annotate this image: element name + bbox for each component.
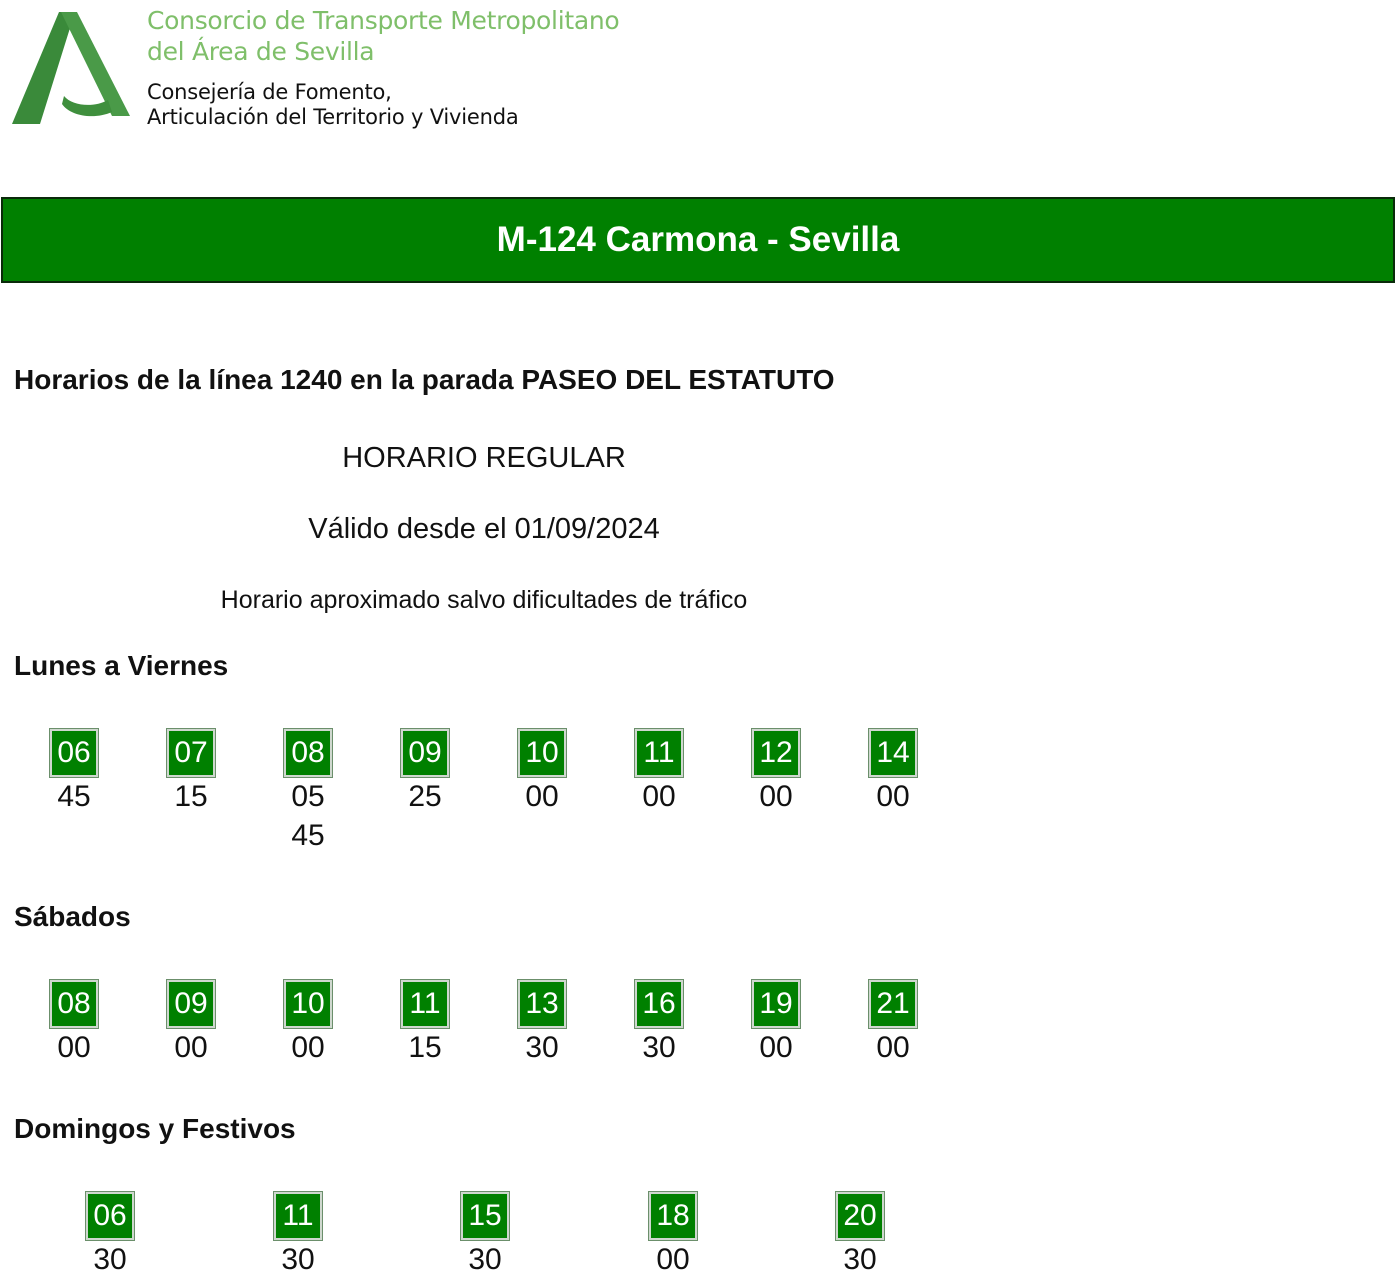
hour-badge: 13	[518, 980, 566, 1028]
hour-badge: 08	[284, 729, 332, 777]
departure-minute: 30	[93, 1243, 127, 1276]
departure-minute: 00	[174, 1031, 208, 1064]
traffic-note: Horario aproximado salvo dificultades de tráfico	[220, 586, 748, 614]
departure-minute: 00	[876, 1031, 910, 1064]
day-section-title: Sábados	[14, 901, 131, 932]
line-banner	[1, 197, 1395, 283]
hour-column	[518, 729, 566, 816]
hour-column	[752, 980, 800, 1067]
schedule-type: HORARIO REGULAR	[342, 442, 626, 474]
departure-minute: 30	[281, 1243, 315, 1276]
hour-badge: 21	[869, 980, 917, 1028]
departure-minute: 00	[759, 1031, 793, 1064]
hour-column	[869, 729, 917, 816]
hour-badge: 11	[401, 980, 449, 1028]
hour-badge: 07	[167, 729, 215, 777]
hour-badge: 09	[167, 980, 215, 1028]
hour-badge: 20	[836, 1192, 884, 1240]
hour-column	[167, 980, 215, 1067]
hour-column	[50, 980, 98, 1067]
hour-column	[284, 980, 332, 1067]
hour-badge: 08	[50, 980, 98, 1028]
valid-from-date: Válido desde el 01/09/2024	[308, 513, 660, 545]
hour-column	[635, 980, 683, 1067]
org-name-line2: del Área de Sevilla	[147, 37, 375, 66]
hour-badge: 10	[518, 729, 566, 777]
hour-column	[649, 1192, 697, 1279]
departure-minute: 00	[525, 780, 559, 813]
hour-badge: 19	[752, 980, 800, 1028]
departure-minute: 00	[291, 1031, 325, 1064]
hour-column	[86, 1192, 134, 1279]
departure-minute: 25	[408, 780, 442, 813]
departure-minute: 00	[57, 1031, 91, 1064]
hour-column	[461, 1192, 509, 1279]
line-title: M-124 Carmona - Sevilla	[496, 220, 900, 259]
departure-minute: 30	[642, 1031, 676, 1064]
day-section-title: Lunes a Viernes	[14, 650, 229, 681]
departure-minute: 00	[642, 780, 676, 813]
hour-badge: 09	[401, 729, 449, 777]
junta-andalucia-logo-icon	[12, 12, 130, 124]
hour-badge: 15	[461, 1192, 509, 1240]
org-name-line1: Consorcio de Transporte Metropolitano	[147, 6, 620, 35]
departure-minute: 00	[876, 780, 910, 813]
departure-minute: 30	[468, 1243, 502, 1276]
hour-column	[518, 980, 566, 1067]
hour-badge: 14	[869, 729, 917, 777]
stop-heading: Horarios de la línea 1240 en la parada PASEO DEL ESTATUTO	[14, 364, 835, 395]
hour-badge: 10	[284, 980, 332, 1028]
hour-column	[752, 729, 800, 816]
hour-badge: 06	[86, 1192, 134, 1240]
hour-column	[274, 1192, 322, 1279]
hour-column	[836, 1192, 884, 1279]
departure-minute: 05	[291, 780, 325, 813]
department-line2: Articulación del Territorio y Vivienda	[147, 105, 519, 129]
hour-column	[401, 729, 449, 816]
departure-minute: 00	[656, 1243, 690, 1276]
hour-column	[401, 980, 449, 1067]
hour-badge: 06	[50, 729, 98, 777]
departure-minute: 15	[174, 780, 208, 813]
departure-minute: 00	[759, 780, 793, 813]
departure-minute: 15	[408, 1031, 442, 1064]
hour-column	[167, 729, 215, 816]
department-line1: Consejería de Fomento,	[147, 80, 392, 104]
hour-column	[50, 729, 98, 816]
hour-column	[284, 729, 332, 855]
hour-badge: 18	[649, 1192, 697, 1240]
hour-badge: 16	[635, 980, 683, 1028]
departure-minute: 30	[525, 1031, 559, 1064]
hour-badge: 11	[635, 729, 683, 777]
hour-column	[869, 980, 917, 1067]
departure-minute: 30	[843, 1243, 877, 1276]
hour-column	[635, 729, 683, 816]
departure-minute: 45	[291, 819, 325, 852]
day-section-title: Domingos y Festivos	[14, 1113, 296, 1144]
hour-badge: 11	[274, 1192, 322, 1240]
hour-badge: 12	[752, 729, 800, 777]
departure-minute: 45	[57, 780, 91, 813]
